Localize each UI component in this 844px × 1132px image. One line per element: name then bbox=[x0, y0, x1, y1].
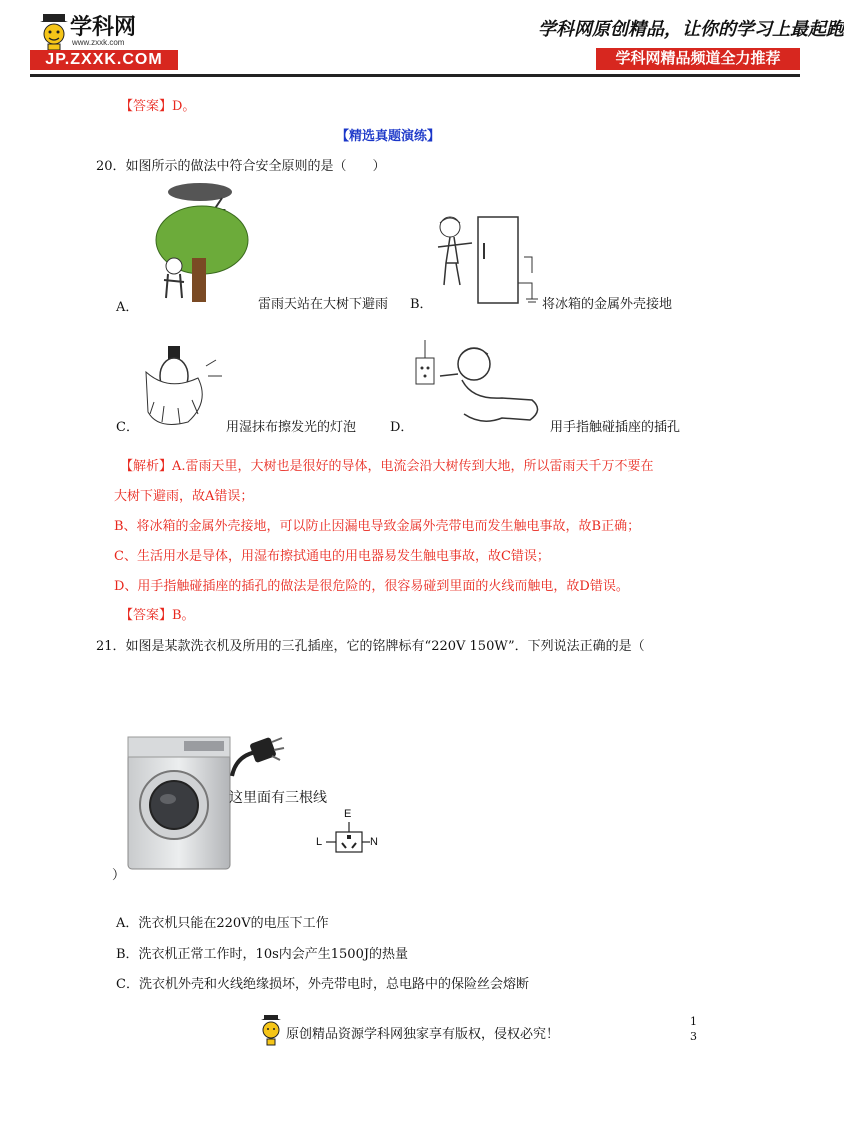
fridge-grounding-image bbox=[428, 213, 540, 307]
baby-socket-image bbox=[412, 340, 548, 432]
previous-answer: 【答案】D。 bbox=[120, 99, 196, 114]
q20-analysis-line-1: 【解析】A.雷雨天里，大树也是很好的导体，电流会沿大树传到大地，所以雷雨天千万不要在 bbox=[120, 459, 654, 474]
q20-option-c-text: 用湿抹布擦发光的灯泡 bbox=[226, 420, 357, 435]
mascot-logo-icon bbox=[36, 12, 72, 52]
q20-analysis-line-3: B、将冰箱的金属外壳接地，可以防止因漏电导致金属外壳带电而发生触电事故，故B正确； bbox=[114, 519, 641, 534]
section-title: 【精选真题演练】 bbox=[336, 129, 441, 144]
socket-label-e: E bbox=[344, 808, 352, 820]
footer-mascot-icon bbox=[258, 1014, 284, 1050]
channel-banner: 学科网精品频道全力推荐 bbox=[596, 48, 800, 70]
socket-label-l: L bbox=[316, 836, 323, 848]
q21-option-b: B．洗衣机正常工作时，10s内会产生1500J的热量 bbox=[116, 947, 409, 962]
q20-analysis-line-2: 大树下避雨，故A错误； bbox=[114, 489, 254, 504]
logo-text: 学科网 bbox=[70, 14, 137, 39]
site-banner: JP.ZXXK.COM bbox=[30, 50, 178, 70]
q20-option-d-letter: D． bbox=[390, 420, 414, 435]
socket-label-n: N bbox=[370, 836, 378, 848]
plug-image bbox=[226, 736, 286, 784]
q21-option-a: A．洗衣机只能在220V的电压下工作 bbox=[116, 916, 329, 931]
page-number-top: 1 bbox=[690, 1015, 697, 1028]
washing-machine-image bbox=[124, 733, 234, 873]
q20-option-c-letter: C． bbox=[116, 420, 139, 435]
wet-cloth-bulb-image bbox=[128, 342, 228, 434]
tree-thunderstorm-image bbox=[140, 180, 260, 305]
q20-option-d-text: 用手指触碰插座的插孔 bbox=[550, 420, 681, 435]
q20-analysis-line-4: C、生活用水是导体，用湿布擦拭通电的用电器易发生触电事故，故C错误； bbox=[114, 549, 550, 564]
q20-stem: 20．如图所示的做法中符合安全原则的是（ ） bbox=[96, 159, 386, 174]
header-slogan: 学科网原创精品，让你的学习上最起跑 bbox=[538, 19, 844, 40]
q20-answer: 【答案】B。 bbox=[120, 608, 195, 623]
logo-url: www.zxxk.com bbox=[72, 38, 125, 47]
q20-option-a-text: 雷雨天站在大树下避雨 bbox=[258, 297, 389, 312]
q21-stem: 21．如图是某款洗衣机及所用的三孔插座，它的铭牌标有“220V 150W”．下列说法正确的是（ bbox=[96, 639, 645, 654]
q20-option-a-letter: A． bbox=[116, 300, 139, 315]
q20-analysis-line-5: D、用手指触碰插座的插孔的做法是很危险的，很容易碰到里面的火线而触电，故D错误。 bbox=[114, 579, 629, 594]
header-divider bbox=[30, 74, 800, 77]
footer-copyright: 原创精品资源学科网独家享有版权，侵权必究！ bbox=[286, 1027, 560, 1042]
q21-close-paren: ） bbox=[112, 868, 126, 883]
q21-option-c: C．洗衣机外壳和火线绝缘损坏，外壳带电时，总电路中的保险丝会熔断 bbox=[116, 977, 529, 992]
q20-option-b-text: 将冰箱的金属外壳接地 bbox=[542, 297, 673, 312]
q20-option-b-letter: B． bbox=[410, 297, 433, 312]
page-number-bottom: 3 bbox=[690, 1030, 697, 1043]
q21-figure-caption: 这里面有三根线 bbox=[229, 789, 327, 805]
